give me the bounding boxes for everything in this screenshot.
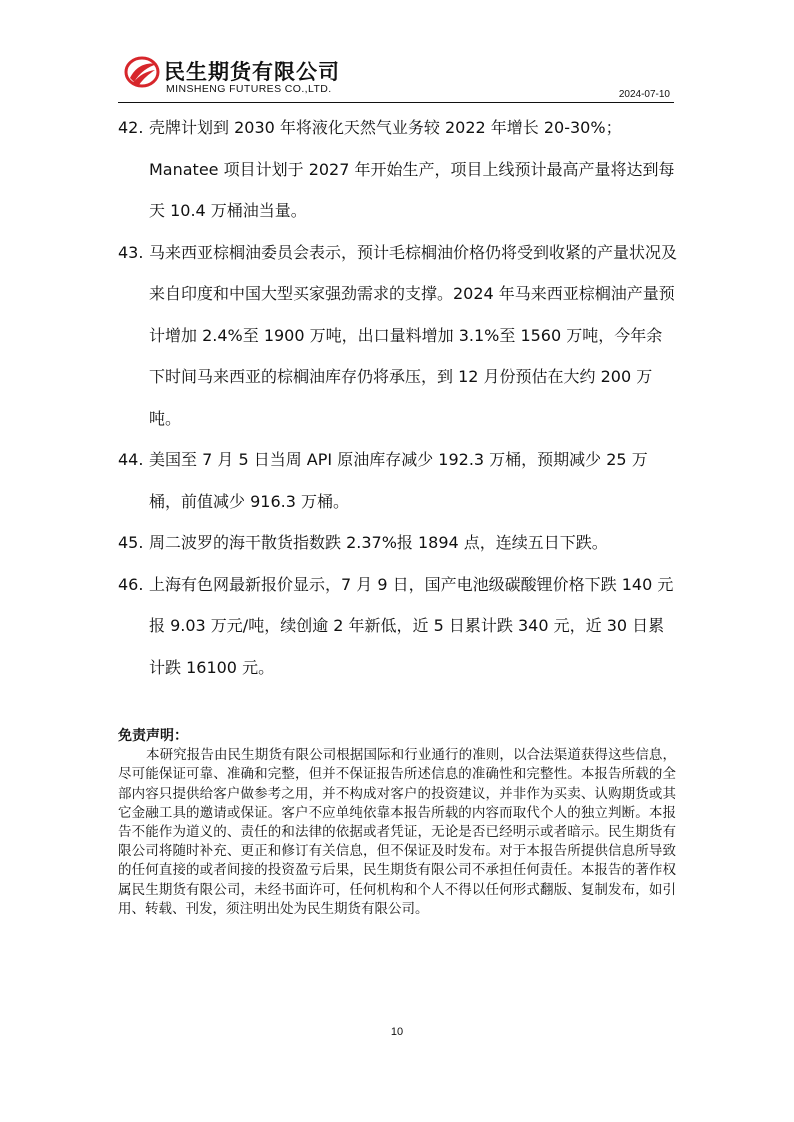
item-text: 美国至 7 月 5 日当周 API 原油库存减少 192.3 万桶，预期减少 25 万桶，前值减少 916.3 万桶。 [149, 450, 648, 511]
company-name-cn: 民生期货有限公司 [164, 60, 340, 84]
news-list [118, 107, 678, 688]
company-name-en: MINSHENG FUTURES CO.,LTD. [166, 83, 332, 95]
item-number: 45. [118, 533, 144, 552]
item-number: 43. [118, 242, 144, 262]
news-item-46 [118, 564, 678, 689]
item-number: 42. [118, 118, 144, 137]
report-date: 2024-07-10 [618, 89, 670, 100]
page-number: 10 [390, 1026, 404, 1038]
item-text: 上海有色网最新报价显示，7 月 9 日，国产电池级碳酸锂价格下跌 140 元报 9.03 万元/吨，续创逾 2 年新低，近 5 日累计跌 340 元，近 30 日累计跌 16100 元。 [149, 574, 674, 677]
item-number: 46. [118, 574, 144, 594]
item-number: 44. [118, 450, 144, 469]
news-item-42 [118, 107, 678, 232]
item-text: 壳牌计划到 2030 年将液化天然气业务较 2022 年增长 20-30%；Manatee 项目计划于 2027 年开始生产，项目上线预计最高产量将达到每天 10.4 万桶油当量。 [149, 118, 675, 220]
disclaimer-title: 免责声明： [118, 728, 188, 744]
news-item-43 [118, 232, 678, 440]
item-text: 周二波罗的海干散货指数跌 2.37%报 1894 点，连续五日下跌。 [149, 533, 608, 552]
disclaimer-body: 本研究报告由民生期货有限公司根据国际和行业通行的准则，以合法渠道获得这些信息，尽可能保证可靠、准确和完整，但并不保证报告所述信息的准确性和完整性。本报告所载的全部内容只提供给客户做参考之用，并不构成对客户的投资建议，并非作为买卖、认购期货或其它金融工具的邀请或保证。客户不应单纯依靠本报告所载的内容而取代个人的独立判断。本报告不能作为道义的、责任的和法律的依据或者凭证，无论是否已经明示或者暗示。民生期货有限公司将随时补充、更正和修订有关信息，但不保证及时发布。对于本报告所提供信息所导致的任何直接的或者间接的投资盈亏后果，民生期货有限公司不承担任何责任。本报告的著作权属民生期货有限公司，未经书面许可，任何机构和个人不得以任何形式翻版、复制发布，如引用、转载、刊发，须注明出处为民生期货有限公司。 [118, 747, 676, 917]
news-item-45 [118, 522, 678, 564]
disclaimer-section [118, 727, 676, 919]
news-item-44 [118, 439, 678, 522]
item-text: 马来西亚棕榈油委员会表示，预计毛棕榈油价格仍将受到收紧的产量状况及来自印度和中国大型买家强劲需求的支撑。2024 年马来西亚棕榈油产量预计增加 2.4%至 1900 万吨，出口量料增加 3.1%至 1560 万吨，今年余下时间马来西亚的棕榈油库存仍将承压，到 12 月份预估在大约 200 万吨。 [149, 242, 678, 428]
header-divider [118, 102, 674, 103]
minsheng-logo-icon [124, 56, 160, 88]
page-header [118, 52, 674, 104]
